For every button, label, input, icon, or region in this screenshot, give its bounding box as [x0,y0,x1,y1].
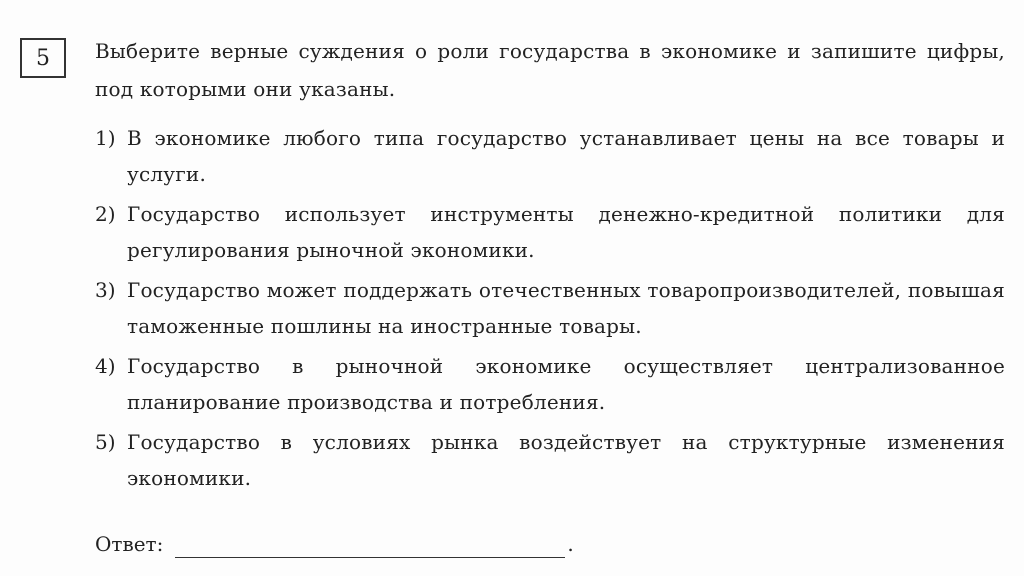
option-number: 3) [95,278,116,302]
option-number: 2) [95,202,116,226]
option-text: В экономике любого типа государство устанавливает цены на все товары и услуги. [127,126,1005,186]
option-number: 5) [95,430,116,454]
question-text: Выберите верные суждения о роли государства в экономике и запишите цифры, под которыми они указаны. [95,39,1005,101]
option-item [95,120,1005,192]
answer-row [95,530,574,558]
option-item [95,424,1005,496]
option-text: Государство использует инструменты денежно-кредитной политики для регулирования рыночной экономики. [127,202,1005,262]
option-text: Государство в условиях рынка воздействует на структурные изменения экономики. [127,430,1005,490]
option-item [95,272,1005,344]
task-number-box [20,38,66,78]
option-text: Государство может поддержать отечественных товаропроизводителей, повышая таможенные пошлины на иностранные товары. [127,278,1005,338]
option-item [95,348,1005,420]
option-number: 1) [95,126,116,150]
option-item [95,196,1005,268]
option-text: Государство в рыночной экономике осуществляет централизованное планирование производства и потребления. [127,354,1005,414]
options-list [95,120,1005,500]
task-number: 5 [36,45,50,71]
answer-blank-line[interactable] [175,535,565,558]
option-number: 4) [95,354,116,378]
answer-end-mark: . [567,532,574,556]
answer-label: Ответ: [95,532,164,556]
